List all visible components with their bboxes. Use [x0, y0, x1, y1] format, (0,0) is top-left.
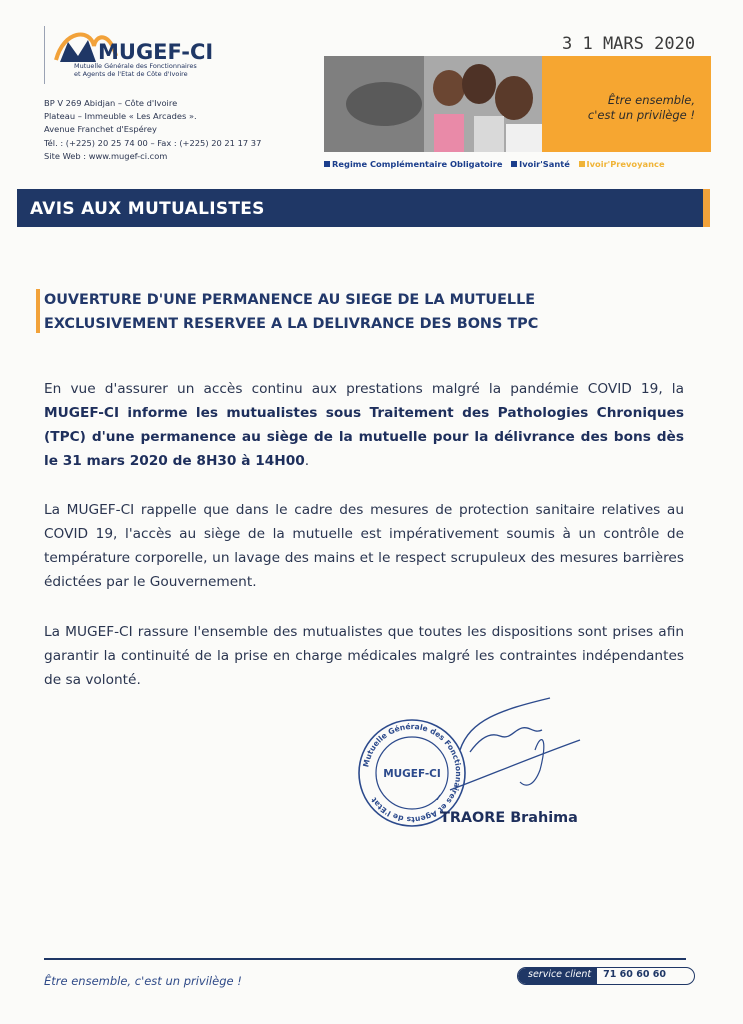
footer-slogan: Être ensemble, c'est un privilège !	[44, 974, 242, 988]
address-line: BP V 269 Abidjan – Côte d'Ivoire	[44, 98, 178, 108]
slogan-line: c'est un privilège !	[587, 108, 695, 122]
product-item: Regime Complémentaire Obligatoire	[332, 159, 503, 169]
heading-accent	[36, 289, 40, 333]
notice-heading	[44, 288, 538, 336]
slogan-text	[588, 93, 695, 123]
heading-line: EXCLUSIVEMENT RESERVEE A LA DELIVRANCE DES BONS TPC	[44, 316, 539, 332]
notice-banner-accent	[703, 189, 710, 227]
paragraph-1	[44, 377, 684, 473]
service-client-badge	[517, 967, 695, 985]
address-line: Tél. : (+225) 20 25 74 00 – Fax : (+225) 20 21 17 37	[44, 137, 262, 148]
square-bullet-icon	[511, 161, 517, 167]
slogan-line: Être ensemble,	[607, 93, 695, 107]
header-photo	[324, 56, 542, 152]
logo-subtitle-line: et Agents de l'Etat de Côte d'Ivoire	[74, 70, 188, 78]
notice-banner-title: AVIS AUX MUTUALISTES	[30, 199, 265, 219]
service-client-number: 71 60 60 60	[603, 969, 666, 980]
seal-ring-text: Mutuelle Générale des Fonctionnaires et Agents de l'Etat	[361, 721, 464, 825]
paragraph-1-end: .	[304, 453, 310, 469]
heading-line: OUVERTURE D'UNE PERMANENCE AU SIEGE DE LA MUTUELLE	[44, 292, 536, 308]
product-item: Ivoir'Santé	[519, 159, 570, 169]
address-line: Avenue Franchet d'Espérey	[44, 124, 157, 135]
paragraph-3: La MUGEF-CI rassure l'ensemble des mutualistes que toutes les dispositions sont prises afin garantir la continuité de la prise en charge médicales malgré les contraintes indépendantes de sa volonté.	[44, 624, 684, 688]
product-item: Ivoir'Prevoyance	[586, 159, 665, 169]
logo-subtitle-line: Mutuelle Générale des Fonctionnaires	[74, 62, 197, 70]
logo-frame-line	[44, 26, 45, 84]
received-date-stamp: 3 1 MARS 2020	[562, 34, 696, 54]
paragraph-1-intro: En vue d'assurer un accès continu aux prestations malgré la pandémie COVID 19, la	[44, 381, 684, 397]
square-bullet-icon	[579, 161, 585, 167]
address-line: Site Web : www.mugef-ci.com	[44, 150, 168, 161]
paragraph-2: La MUGEF-CI rappelle que dans le cadre des mesures de protection sanitaire relatives au COVID 19, l'accès au siège de la mutuelle est impérativement soumis à un contrôle de température corporelle, un lavage des mains et le respect scrupuleux des mesures barrières édictées par le Gouvernement.	[44, 502, 684, 590]
product-list	[324, 159, 665, 169]
paragraph-1-bold: MUGEF-CI informe les mutualistes sous Traitement des Pathologies Chroniques (TPC) d'une permanence au siège de la mutuelle pour la délivrance des bons dès le 31 mars 2020 de 8H30 à 14H00	[44, 405, 684, 469]
logo-text: MUGEF-CI	[98, 40, 214, 64]
signer-name: TRAORE Brahima	[440, 810, 578, 826]
footer-divider	[44, 958, 686, 960]
seal-center-text: MUGEF-CI	[383, 768, 441, 780]
logo-subtitle	[74, 62, 197, 78]
address-line: Plateau – Immeuble « Les Arcades ».	[44, 111, 197, 122]
square-bullet-icon	[324, 161, 330, 167]
service-client-label: service client	[518, 968, 597, 984]
handwritten-signature	[430, 690, 590, 800]
address-block	[44, 97, 261, 163]
